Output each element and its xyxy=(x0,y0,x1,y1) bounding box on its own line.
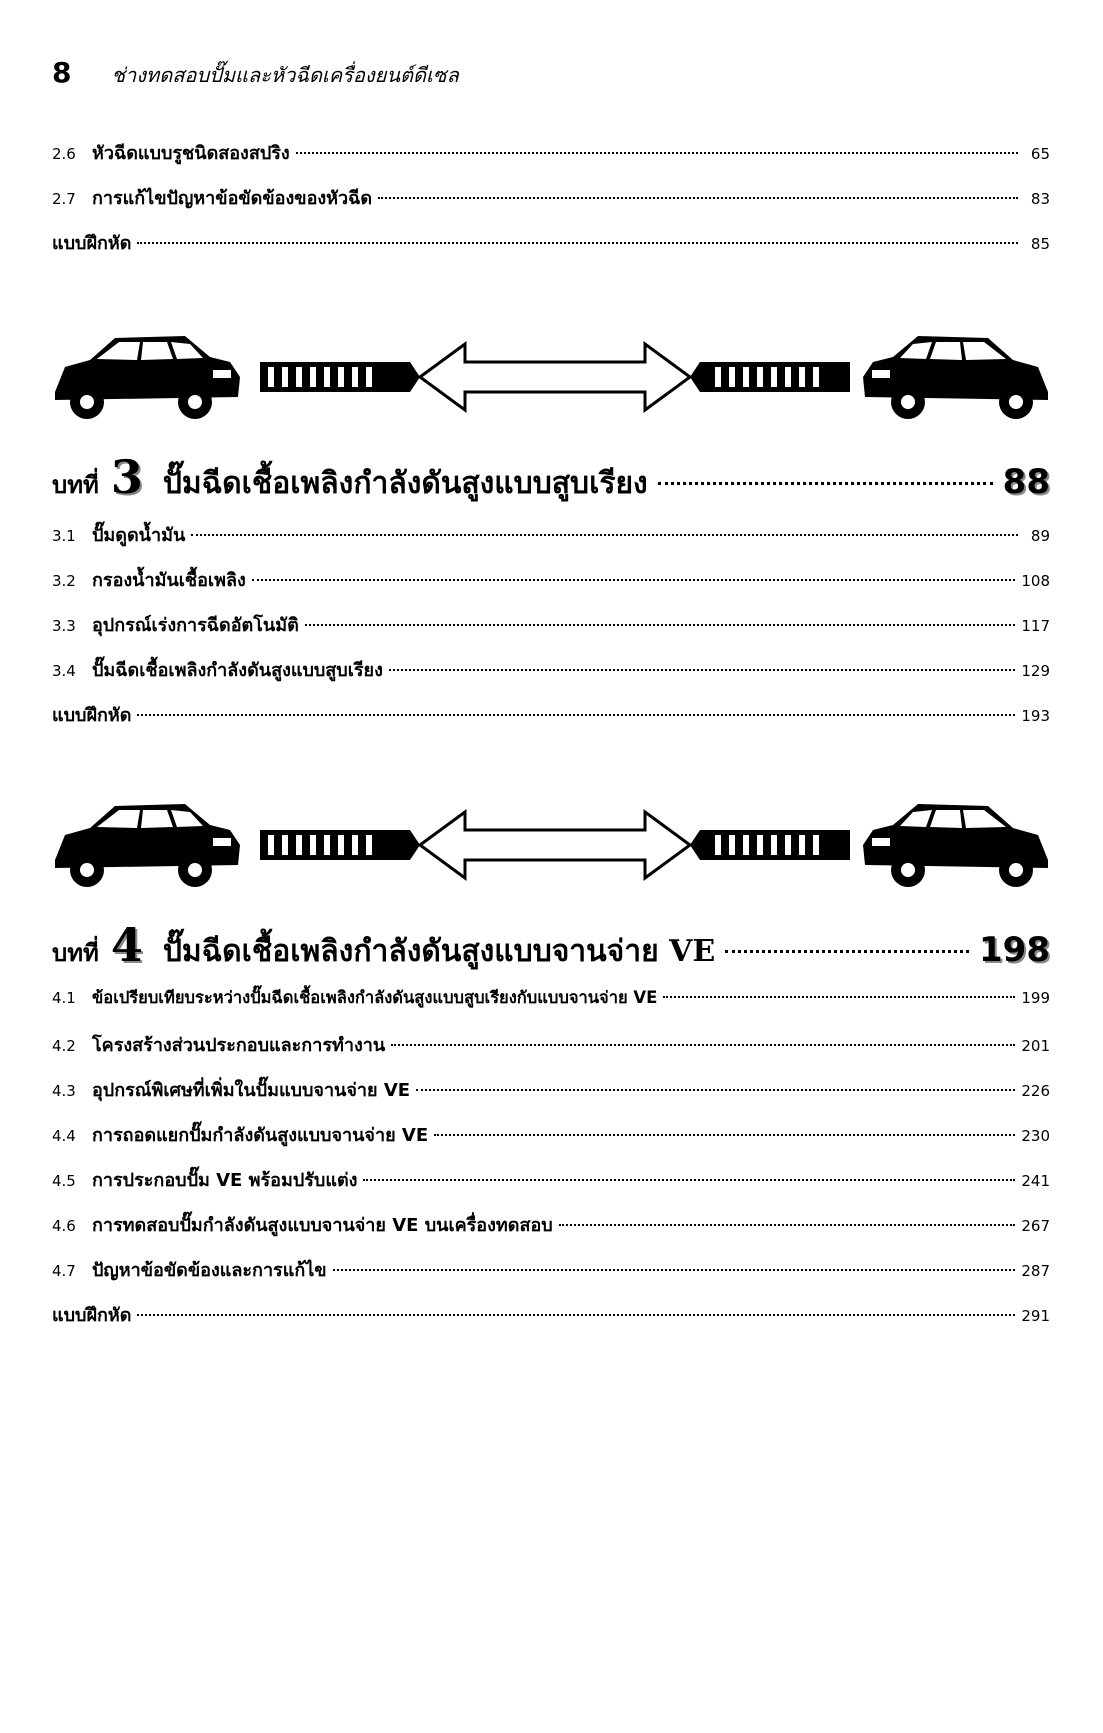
dot-leader xyxy=(391,1044,1015,1046)
dot-leader xyxy=(389,669,1015,671)
section-number: 4.7 xyxy=(52,1262,76,1280)
section-page: 199 xyxy=(1021,989,1050,1007)
section-page: 129 xyxy=(1021,662,1050,680)
striped-bar-icon xyxy=(260,362,420,392)
section-page: 241 xyxy=(1021,1172,1050,1190)
dot-leader xyxy=(559,1224,1016,1226)
section-title: การทดสอบปั๊มกำลังดันสูงแบบจานจ่าย VE บนเครื่องทดสอบ xyxy=(92,1215,553,1236)
toc-row[interactable] xyxy=(52,138,1050,183)
section-title: ปัญหาข้อขัดข้องและการแก้ไข xyxy=(92,1260,327,1281)
section-number: 2.6 xyxy=(52,145,76,163)
dot-leader xyxy=(296,152,1018,154)
section-page: 85 xyxy=(1030,235,1050,253)
car-right-icon xyxy=(863,804,1048,887)
dot-leader xyxy=(137,1314,1015,1316)
dot-leader xyxy=(333,1269,1016,1271)
section-page: 108 xyxy=(1021,572,1050,590)
section-page: 226 xyxy=(1021,1082,1050,1100)
chapter-page: 198 xyxy=(979,930,1050,970)
chapter-title: ปั๊มฉีดเชื้อเพลิงกำลังดันสูงแบบจานจ่าย VE xyxy=(162,934,716,969)
section-page: 83 xyxy=(1030,190,1050,208)
section-number: 2.7 xyxy=(52,190,76,208)
dot-leader xyxy=(191,534,1018,536)
section-page: 267 xyxy=(1021,1217,1050,1235)
section-page: 89 xyxy=(1030,527,1050,545)
chapter-prefix: บทที่ xyxy=(52,470,99,499)
section-page: 291 xyxy=(1021,1307,1050,1325)
toc-row[interactable] xyxy=(52,1030,1050,1075)
section-title: แบบฝึกหัด xyxy=(52,233,132,254)
striped-bar-icon xyxy=(690,362,850,392)
toc-row[interactable] xyxy=(52,1165,1050,1210)
section-page: 193 xyxy=(1021,707,1050,725)
dot-leader xyxy=(663,996,1015,998)
chapter-title: ปั๊มฉีดเชื้อเพลิงกำลังดันสูงแบบสูบเรียง xyxy=(162,466,648,501)
chapter2-toc xyxy=(52,138,1050,273)
section-number: 3.2 xyxy=(52,572,76,590)
section-title: การถอดแยกปั๊มกำลังดันสูงแบบจานจ่าย VE xyxy=(92,1125,429,1146)
toc-row[interactable] xyxy=(52,1300,1050,1345)
toc-row[interactable] xyxy=(52,520,1050,565)
chapter3-toc xyxy=(52,520,1050,745)
striped-bar-icon xyxy=(260,830,420,860)
chapter4-heading[interactable] xyxy=(52,918,1050,975)
toc-row[interactable] xyxy=(52,228,1050,273)
car-left-icon xyxy=(55,804,240,887)
section-page: 65 xyxy=(1030,145,1050,163)
car-right-icon xyxy=(863,336,1048,419)
section-page: 230 xyxy=(1021,1127,1050,1145)
section-page: 201 xyxy=(1021,1037,1050,1055)
chapter4-toc xyxy=(52,985,1050,1345)
section-title: ปั๊มดูดน้ำมัน xyxy=(92,525,186,546)
section-title: แบบฝึกหัด xyxy=(52,705,132,726)
chapter-prefix: บทที่ xyxy=(52,938,99,967)
car-left-icon xyxy=(55,336,240,419)
section-page: 117 xyxy=(1021,617,1050,635)
dot-leader xyxy=(378,197,1018,199)
section-title: ปั๊มฉีดเชื้อเพลิงกำลังดันสูงแบบสูบเรียง xyxy=(92,660,383,681)
section-title: ข้อเปรียบเทียบระหว่างปั๊มฉีดเชื้อเพลิงกำลังดันสูงแบบสูบเรียงกับแบบจานจ่าย VE xyxy=(92,988,658,1007)
section-number: 4.4 xyxy=(52,1127,76,1145)
dot-leader xyxy=(305,624,1016,626)
section-title: กรองน้ำมันเชื้อเพลิง xyxy=(92,570,246,591)
toc-row[interactable] xyxy=(52,1120,1050,1165)
section-title: แบบฝึกหัด xyxy=(52,1305,132,1326)
dot-leader xyxy=(137,714,1015,716)
page-number: 8 xyxy=(52,56,72,89)
section-title: การประกอบปั๊ม VE พร้อมปรับแต่ง xyxy=(92,1170,358,1191)
section-number: 3.3 xyxy=(52,617,76,635)
page-header xyxy=(52,56,459,91)
section-number: 3.1 xyxy=(52,527,76,545)
chapter-divider xyxy=(45,790,1058,900)
toc-row[interactable] xyxy=(52,1075,1050,1120)
chapter3-heading[interactable] xyxy=(52,450,1050,507)
toc-row[interactable] xyxy=(52,700,1050,745)
section-number: 4.3 xyxy=(52,1082,76,1100)
dot-leader xyxy=(416,1089,1015,1091)
chapter-divider xyxy=(45,322,1058,432)
dot-leader xyxy=(137,242,1018,244)
chapter-number: 3 xyxy=(110,450,143,504)
section-number: 4.1 xyxy=(52,989,76,1007)
double-arrow-icon xyxy=(420,812,690,878)
double-arrow-icon xyxy=(420,344,690,410)
book-title: ช่างทดสอบปั๊มและหัวฉีดเครื่องยนต์ดีเซล xyxy=(111,63,459,87)
section-title: การแก้ไขปัญหาข้อขัดข้องของหัวฉีด xyxy=(92,188,373,209)
toc-row[interactable] xyxy=(52,1255,1050,1300)
section-number: 4.2 xyxy=(52,1037,76,1055)
dot-leader xyxy=(725,950,969,953)
section-title: อุปกรณ์พิเศษที่เพิ่มในปั๊มแบบจานจ่าย VE xyxy=(92,1080,411,1101)
chapter-page: 88 xyxy=(1002,462,1050,502)
section-number: 3.4 xyxy=(52,662,76,680)
toc-row[interactable] xyxy=(52,655,1050,700)
toc-row[interactable] xyxy=(52,985,1050,1030)
section-title: อุปกรณ์เร่งการฉีดอัตโนมัติ xyxy=(92,615,299,636)
chapter-number: 4 xyxy=(110,918,143,972)
section-number: 4.5 xyxy=(52,1172,76,1190)
dot-leader xyxy=(252,579,1016,581)
striped-bar-icon xyxy=(690,830,850,860)
dot-leader xyxy=(434,1134,1015,1136)
toc-row[interactable] xyxy=(52,183,1050,228)
dot-leader xyxy=(658,482,993,485)
section-title: โครงสร้างส่วนประกอบและการทำงาน xyxy=(92,1035,386,1056)
toc-row[interactable] xyxy=(52,1210,1050,1255)
section-page: 287 xyxy=(1021,1262,1050,1280)
toc-row[interactable] xyxy=(52,610,1050,655)
toc-row[interactable] xyxy=(52,565,1050,610)
section-number: 4.6 xyxy=(52,1217,76,1235)
section-title: หัวฉีดแบบรูชนิดสองสปริง xyxy=(92,143,290,164)
dot-leader xyxy=(363,1179,1015,1181)
